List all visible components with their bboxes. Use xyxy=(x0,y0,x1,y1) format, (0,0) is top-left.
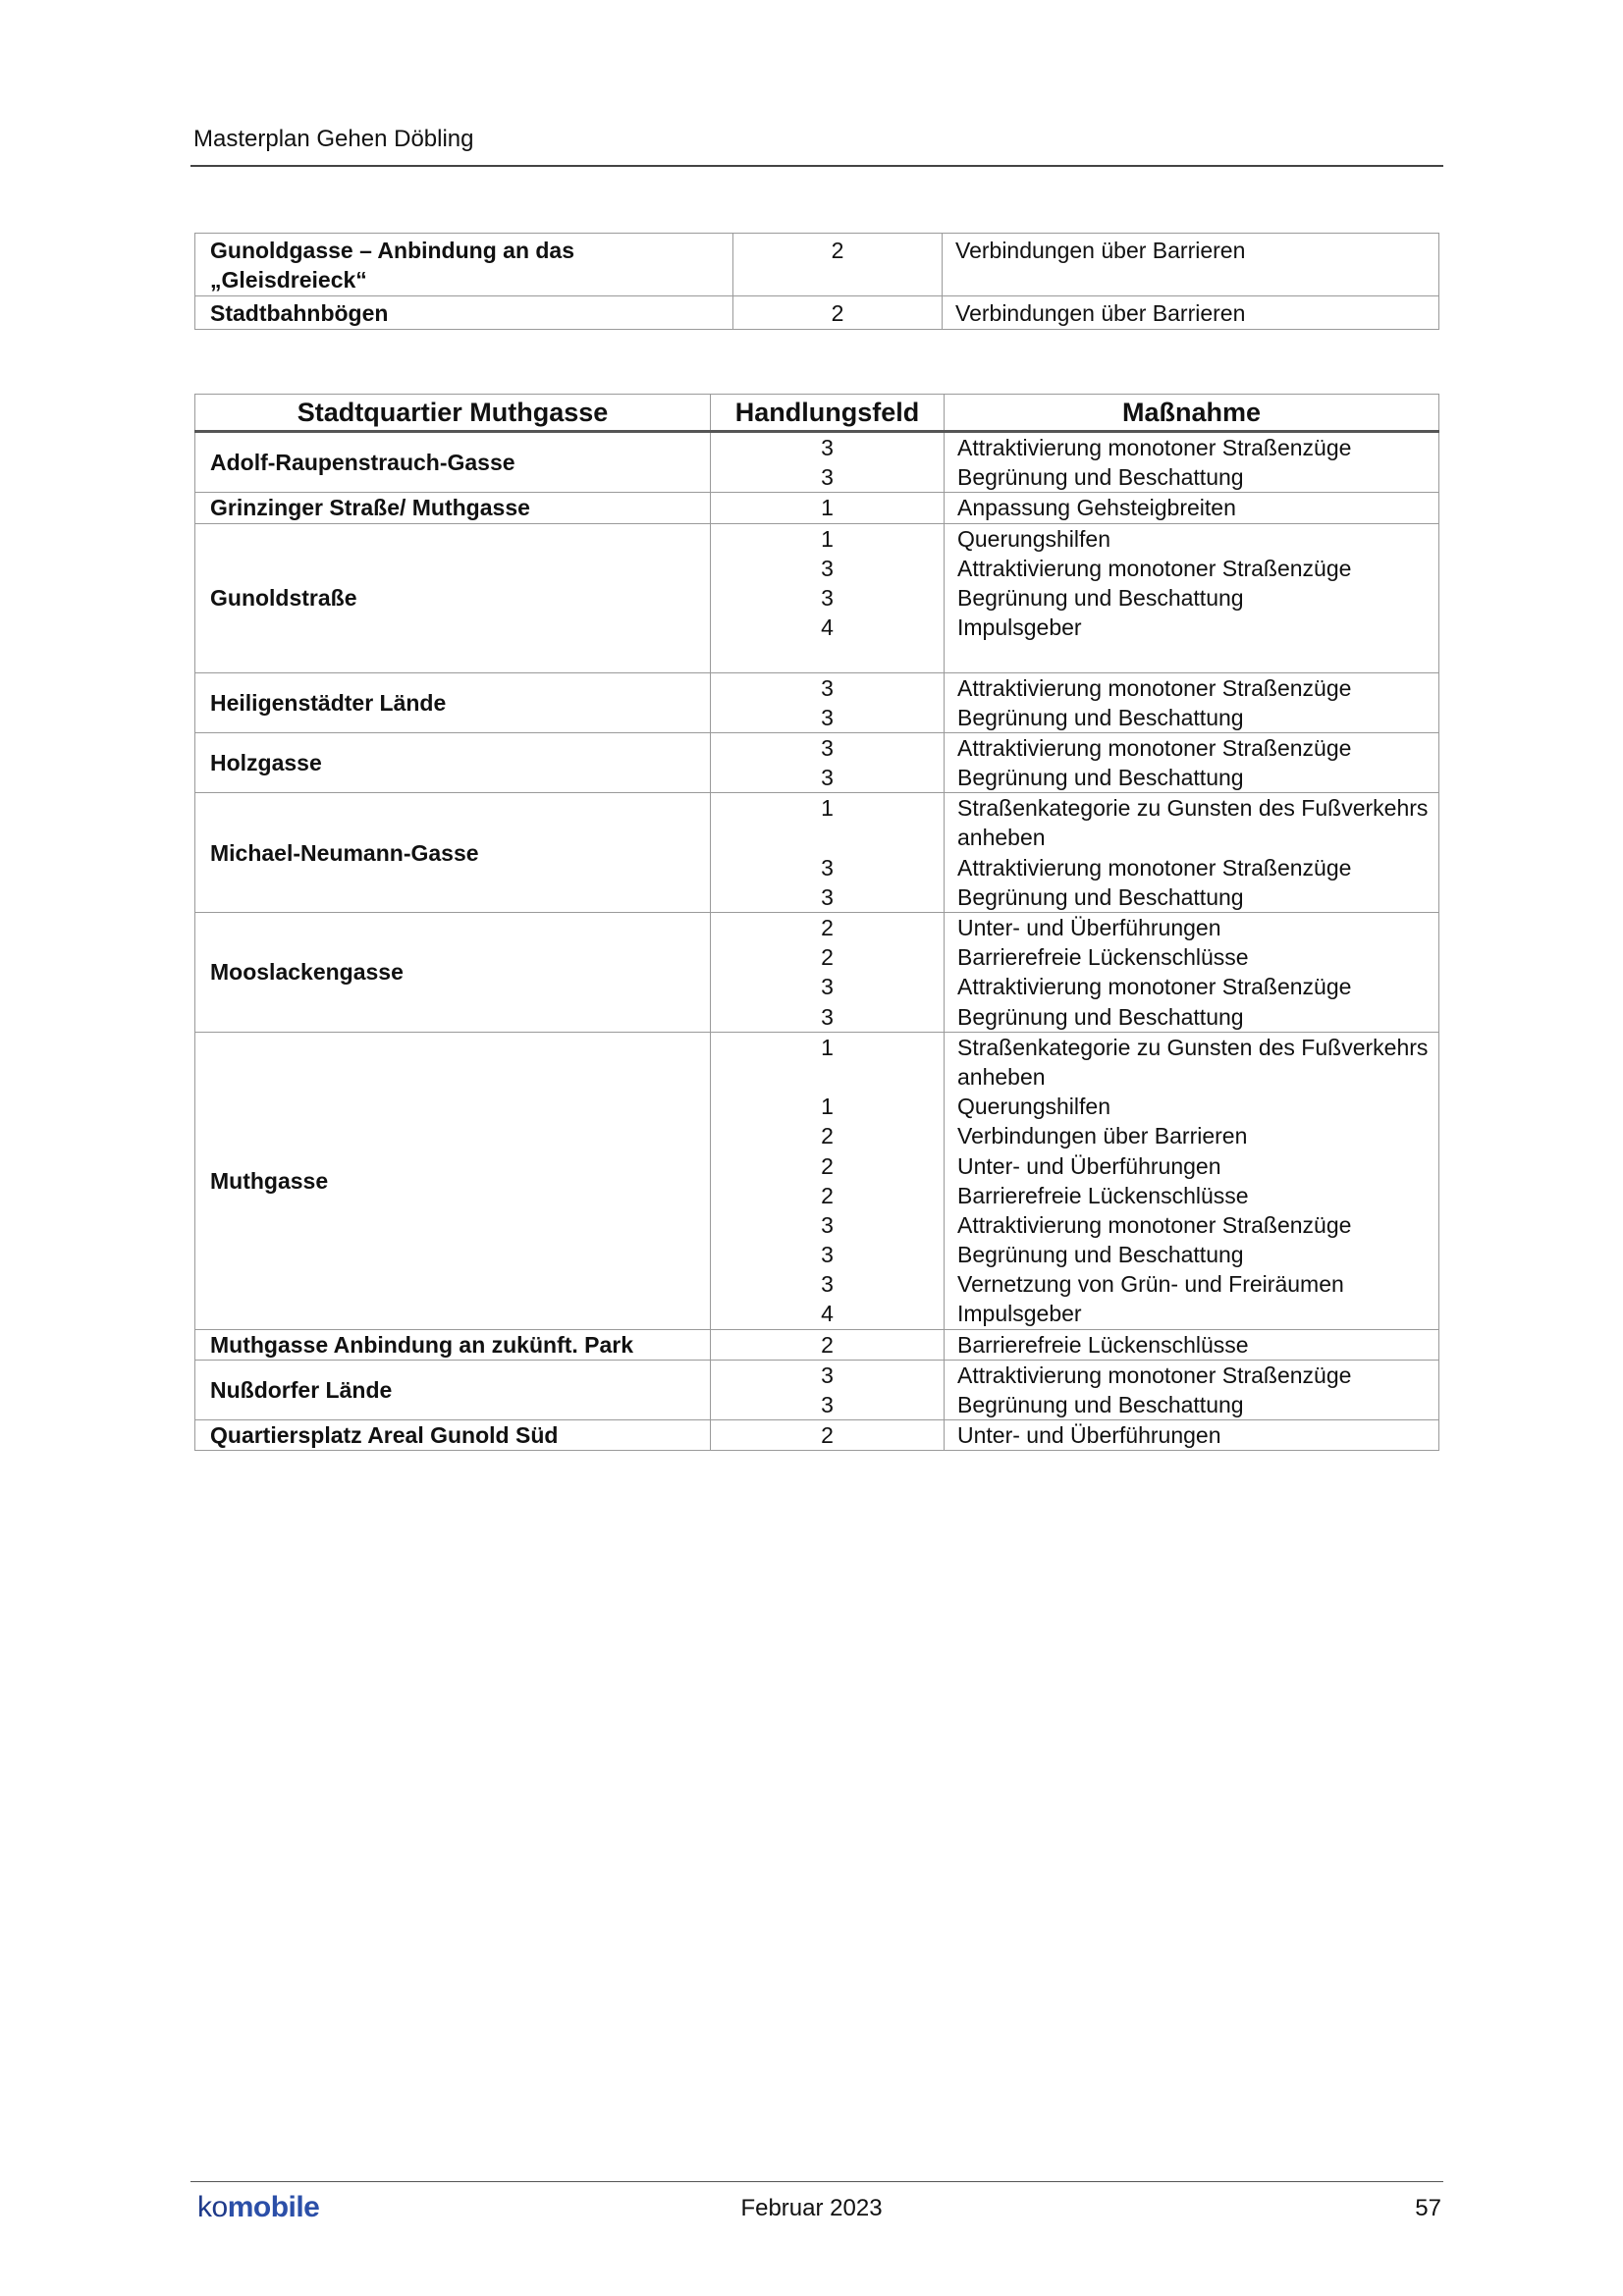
street-name: Grinzinger Straße/ Muthgasse xyxy=(195,493,711,523)
action-field-cell xyxy=(711,1032,945,1329)
column-header-field: Handlungsfeld xyxy=(711,395,945,432)
action-field-number: 2 xyxy=(733,234,943,296)
measure-text: Begrünung und Beschattung xyxy=(957,584,1244,611)
action-field-number: 3 xyxy=(821,734,834,761)
measure-cell xyxy=(945,493,1439,523)
measure-text: Attraktivierung monotoner Straßenzüge xyxy=(957,435,1352,460)
table-row xyxy=(195,793,1439,913)
street-name: Michael-Neumann-Gasse xyxy=(195,793,711,913)
action-field-cell xyxy=(711,432,945,493)
measure-text: Begrünung und Beschattung xyxy=(957,1242,1244,1268)
column-header-measure: Maßnahme xyxy=(945,395,1439,432)
action-field-number: 3 xyxy=(821,765,834,791)
measure-text: Unter- und Überführungen xyxy=(957,1152,1221,1179)
measure-text: Unter- und Überführungen xyxy=(957,915,1221,941)
street-name: Adolf-Raupenstrauch-Gasse xyxy=(195,432,711,493)
measure-text: Vernetzung von Grün- und Freiräumen xyxy=(957,1271,1344,1298)
measure-cell xyxy=(945,793,1439,913)
measure-cell xyxy=(945,1329,1439,1360)
action-field-cell xyxy=(711,493,945,523)
table-row xyxy=(195,234,1439,296)
page-number: 57 xyxy=(1415,2195,1441,2221)
action-field-number: 2 xyxy=(821,1422,834,1449)
table-row xyxy=(195,1360,1439,1419)
action-field-number: 3 xyxy=(821,1362,834,1388)
table-row xyxy=(195,672,1439,732)
header-divider xyxy=(190,165,1443,167)
action-field-number: 3 xyxy=(821,1003,834,1030)
street-name: Muthgasse Anbindung an zukünft. Park xyxy=(195,1329,711,1360)
action-field-number: 3 xyxy=(821,435,834,460)
measure-text: Straßenkategorie zu Gunsten des Fußverkehrs anheben xyxy=(957,1034,1429,1090)
action-field-number: 3 xyxy=(821,555,834,581)
page-header-title: Masterplan Gehen Döbling xyxy=(193,126,474,152)
action-field-number: 3 xyxy=(821,584,834,611)
action-field-number: 1 xyxy=(821,525,834,552)
action-field-number: 3 xyxy=(821,1242,834,1268)
action-field-number: 3 xyxy=(821,1211,834,1238)
action-field-number: 2 xyxy=(821,1182,834,1208)
street-name: Muthgasse xyxy=(195,1032,711,1329)
measure-text: Attraktivierung monotoner Straßenzüge xyxy=(957,854,1352,881)
action-field-number: 3 xyxy=(821,674,834,701)
measure-text: Attraktivierung monotoner Straßenzüge xyxy=(957,674,1352,701)
measure-cell xyxy=(945,913,1439,1033)
komobile-logo: komobile xyxy=(197,2191,320,2223)
measure-text: Barrierefreie Lückenschlüsse xyxy=(957,1182,1249,1208)
continuation-table xyxy=(194,233,1439,330)
street-name: Quartiersplatz Areal Gunold Süd xyxy=(195,1420,711,1451)
action-field-number: 4 xyxy=(821,614,834,641)
action-field-number: 2 xyxy=(821,1152,834,1179)
action-field-cell xyxy=(711,793,945,913)
action-field-number: 2 xyxy=(821,915,834,941)
measure-cell xyxy=(945,432,1439,493)
action-field-number: 1 xyxy=(821,1034,834,1060)
action-field-cell xyxy=(711,1420,945,1451)
measure-text: Attraktivierung monotoner Straßenzüge xyxy=(957,555,1352,581)
action-field-cell xyxy=(711,672,945,732)
measure-text: Attraktivierung monotoner Straßenzüge xyxy=(957,974,1352,1000)
column-header-quarter: Stadtquartier Muthgasse xyxy=(195,395,711,432)
measure-text: Anpassung Gehsteigbreiten xyxy=(957,495,1236,521)
measure-text: Attraktivierung monotoner Straßenzüge xyxy=(957,734,1352,761)
measure-text: Attraktivierung monotoner Straßenzüge xyxy=(957,1211,1352,1238)
table-row xyxy=(195,1329,1439,1360)
measure-text: Straßenkategorie zu Gunsten des Fußverkehrs anheben xyxy=(957,795,1429,851)
measure-text: Begrünung und Beschattung xyxy=(957,704,1244,730)
action-field-number: 3 xyxy=(821,974,834,1000)
measure-text: Begrünung und Beschattung xyxy=(957,765,1244,791)
measure-text: Unter- und Überführungen xyxy=(957,1422,1221,1449)
action-field-number: 2 xyxy=(821,944,834,971)
action-field-cell xyxy=(711,1360,945,1419)
table-row xyxy=(195,432,1439,493)
measure-text: Querungshilfen xyxy=(957,1094,1110,1120)
action-field-number: 2 xyxy=(821,1123,834,1149)
street-name: Stadtbahnbögen xyxy=(195,296,733,330)
measure-text: Verbindungen über Barrieren xyxy=(943,296,1439,330)
action-field-cell xyxy=(711,523,945,672)
measure-text: Barrierefreie Lückenschlüsse xyxy=(957,944,1249,971)
blank-line xyxy=(957,642,1438,671)
measure-cell xyxy=(945,1420,1439,1451)
table-row xyxy=(195,1032,1439,1329)
table-row xyxy=(195,493,1439,523)
street-name: Gunoldstraße xyxy=(195,523,711,672)
measure-text: Querungshilfen xyxy=(957,525,1110,552)
table-row xyxy=(195,296,1439,330)
measure-cell xyxy=(945,672,1439,732)
footer-divider xyxy=(190,2181,1443,2182)
measures-table-muthgasse xyxy=(194,394,1439,1451)
street-name: Heiligenstädter Lände xyxy=(195,672,711,732)
measure-text: Begrünung und Beschattung xyxy=(957,464,1244,491)
table-row xyxy=(195,913,1439,1033)
measure-text: Verbindungen über Barrieren xyxy=(957,1123,1248,1149)
measure-text: Begrünung und Beschattung xyxy=(957,883,1244,910)
blank-line xyxy=(711,642,944,671)
table-row xyxy=(195,732,1439,792)
footer-date: Februar 2023 xyxy=(740,2195,883,2221)
action-field-number: 3 xyxy=(821,464,834,491)
action-field-number: 3 xyxy=(821,1392,834,1418)
action-field-number: 4 xyxy=(821,1301,834,1327)
measure-text: Verbindungen über Barrieren xyxy=(943,234,1439,296)
action-field-number: 1 xyxy=(821,1094,834,1120)
measure-text: Attraktivierung monotoner Straßenzüge xyxy=(957,1362,1352,1388)
table-row xyxy=(195,523,1439,672)
action-field-number: 3 xyxy=(821,854,834,881)
action-field-cell xyxy=(711,913,945,1033)
action-field-cell xyxy=(711,732,945,792)
measure-cell xyxy=(945,732,1439,792)
street-name: Nußdorfer Lände xyxy=(195,1360,711,1419)
measure-text: Impulsgeber xyxy=(957,614,1082,641)
action-field-number: 2 xyxy=(821,1331,834,1358)
measure-cell xyxy=(945,523,1439,672)
action-field-number: 3 xyxy=(821,1271,834,1298)
street-name: Holzgasse xyxy=(195,732,711,792)
action-field-number: 1 xyxy=(821,495,834,521)
action-field-number: 1 xyxy=(821,795,834,822)
street-name: Gunoldgasse – Anbindung an das „Gleisdreieck“ xyxy=(195,234,733,296)
action-field-cell xyxy=(711,1329,945,1360)
street-name: Mooslackengasse xyxy=(195,913,711,1033)
measure-cell xyxy=(945,1032,1439,1329)
measure-text: Begrünung und Beschattung xyxy=(957,1003,1244,1030)
measure-text: Impulsgeber xyxy=(957,1301,1082,1327)
measure-cell xyxy=(945,1360,1439,1419)
action-field-number: 3 xyxy=(821,883,834,910)
measure-text: Barrierefreie Lückenschlüsse xyxy=(957,1331,1249,1358)
table-header-row xyxy=(195,395,1439,432)
table-row xyxy=(195,1420,1439,1451)
action-field-number: 2 xyxy=(733,296,943,330)
measure-text: Begrünung und Beschattung xyxy=(957,1392,1244,1418)
action-field-number: 3 xyxy=(821,704,834,730)
